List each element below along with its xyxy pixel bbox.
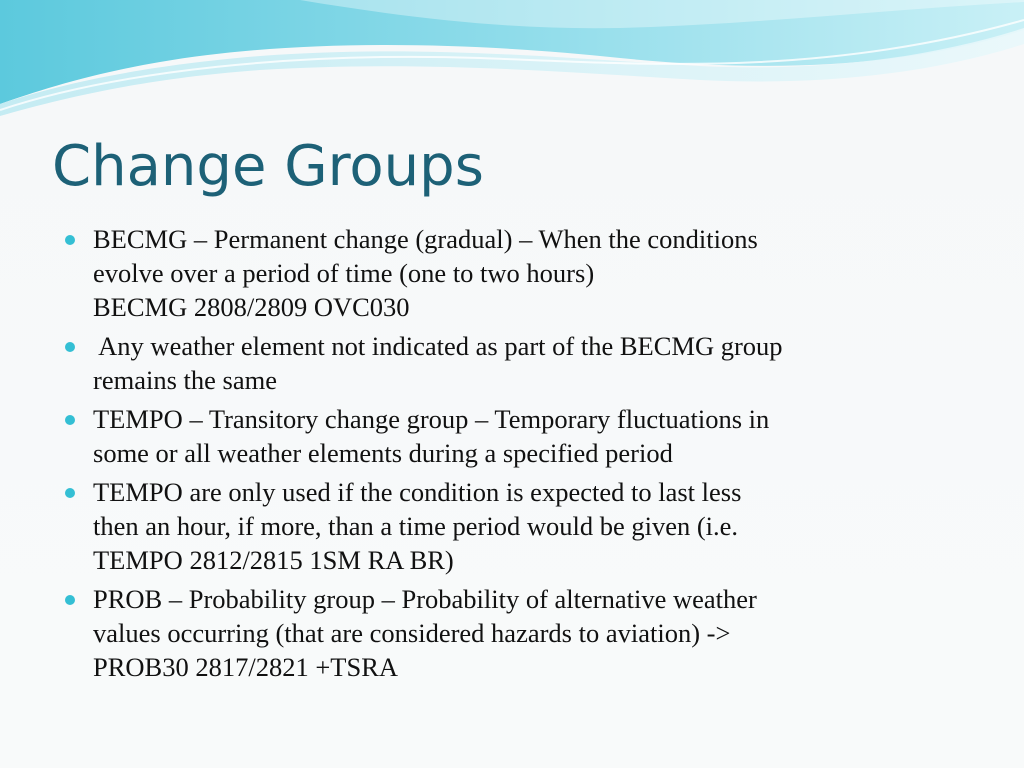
bullet-dot-icon — [65, 595, 75, 605]
bullet-text-line: Any weather element not indicated as part of the BECMG group — [93, 331, 783, 361]
bullet-text-line: some or all weather elements during a specified period — [93, 438, 673, 468]
bullet-any-weather-element — [62, 329, 972, 397]
slide-title: Change Groups — [52, 134, 484, 199]
header-wave-decoration — [0, 0, 1024, 120]
bullet-text-line: TEMPO – Transitory change group – Temporary fluctuations in — [93, 404, 770, 434]
bullet-dot-icon — [65, 488, 75, 498]
bullet-prob — [62, 582, 972, 684]
bullet-tempo-usage — [62, 475, 972, 577]
bullet-dot-icon — [65, 415, 75, 425]
bullet-dot-icon — [65, 342, 75, 352]
bullet-text-line: values occurring (that are considered hazards to aviation) -> — [93, 618, 731, 648]
bullet-text-line: TEMPO are only used if the condition is expected to last less — [93, 477, 742, 507]
bullet-text-line: BECMG – Permanent change (gradual) – When the conditions — [93, 224, 758, 254]
bullet-text-line: then an hour, if more, than a time period would be given (i.e. — [93, 511, 739, 541]
bullet-text-line: PROB30 2817/2821 +TSRA — [93, 652, 399, 682]
bullet-text-line: remains the same — [93, 365, 277, 395]
bullet-text-line: PROB – Probability group – Probability of alternative weather — [93, 584, 757, 614]
bullet-tempo — [62, 402, 972, 470]
bullet-text-line: BECMG 2808/2809 OVC030 — [93, 292, 410, 322]
bullet-becmg — [62, 222, 972, 324]
bullet-dot-icon — [65, 235, 75, 245]
bullet-list — [62, 222, 972, 689]
bullet-text-line: TEMPO 2812/2815 1SM RA BR) — [93, 545, 454, 575]
bullet-text-line: evolve over a period of time (one to two hours) — [93, 258, 595, 288]
